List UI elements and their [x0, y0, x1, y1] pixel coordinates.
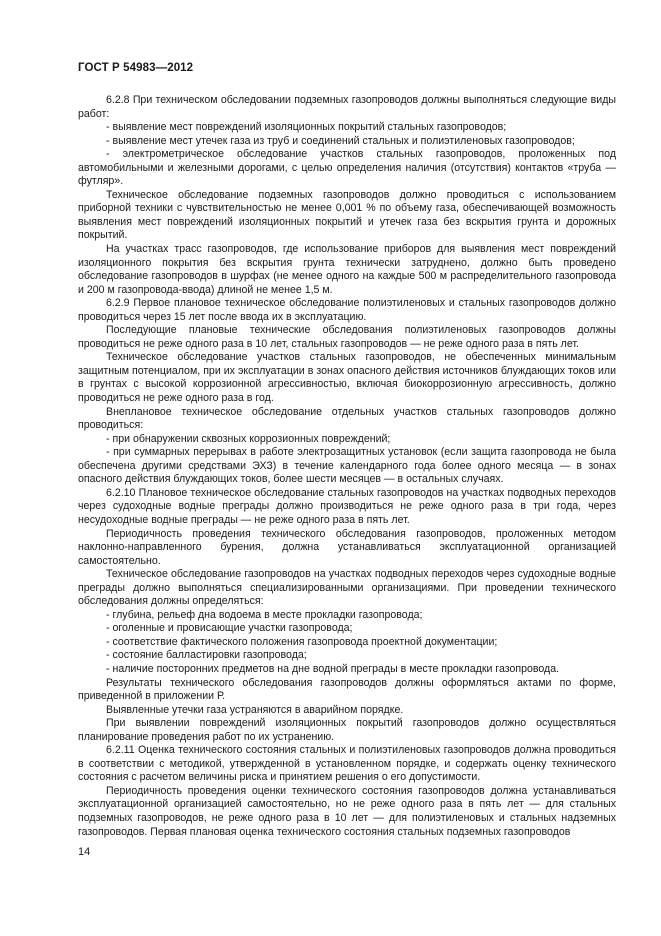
list-item: - глубина, рельеф дна водоема в месте прокладки газопровода; — [106, 608, 423, 621]
paragraph: Периодичность проведения оценки технического состояния газопроводов должна устанавливаться эксплуатационной организацией самостоятельно, но не реже одного раза в пять лет — для стальных подземных газопроводов, не реже одного раза в 10 лет — для полиэтиленовых и стальных надземных газопроводов. Первая плановая оценка технического состояния стальных подземных газопроводов — [78, 784, 616, 838]
paragraph: 6.2.10 Плановое техническое обследование стальных газопроводов на участках подводных переходов через судоходные водные преграды должно производиться не реже одного раза в три года, через несудоходные водные преграды — не реже одного раза в пять лет. — [78, 486, 616, 526]
list-item: - соответствие фактического положения газопровода проектной документации; — [106, 635, 498, 648]
list-item: - при обнаружении сквозных коррозионных повреждений; — [106, 432, 391, 445]
paragraph: Последующие плановые технические обследования полиэтиленовых газопроводов должны проводиться не реже одного раза в 10 лет, стальных газопроводов — не реже одного раза в пять лет. — [78, 324, 616, 350]
paragraph: 6.2.8 При техническом обследовании подземных газопроводов должны выполняться следующие виды работ: — [78, 94, 616, 120]
list-item: - электрометрическое обследование участков стальных газопроводов, проложенных под автомобильными и железными дорогами, с целью определения наличия (отсутствия) контактов «труба — футляр». — [78, 148, 616, 188]
paragraph: Результаты технического обследования газопроводов должны оформляться актами по форме, приведенной в приложении Р. — [78, 676, 616, 703]
paragraph: Внеплановое техническое обследование отдельных участков стальных газопроводов должно проводиться: — [78, 405, 616, 432]
list-item: - выявление мест повреждений изоляционных покрытий стальных газопроводов; — [106, 121, 507, 134]
list-item: - выявление мест утечек газа из труб и соединений стальных и полиэтиленовых газопроводов; — [106, 134, 575, 147]
paragraph: Периодичность проведения технического обследования газопроводов, проложенных методом наклонно-направленного бурения, должна устанавливаться эксплуатационной организацией самостоятельно. — [78, 527, 616, 567]
paragraph: Техническое обследование газопроводов на участках подводных переходов через судоходные водные преграды должно выполняться специализированными организациями. При проведении технического обследования должны определяться: — [78, 568, 616, 608]
paragraph: 6.2.11 Оценка технического состояния стальных и полиэтиленовых газопроводов должна проводиться в соответствии с методикой, утвержденной в установленном порядке, и содержать оценку технического состояния с расчетом величины риска и принятием решения о его допустимости. — [78, 744, 616, 784]
page-number: 14 — [78, 846, 91, 858]
paragraph: При выявлении повреждений изоляционных покрытий газопроводов должно осуществляться планирование проведения работ по их устранению. — [78, 717, 616, 743]
list-item: - наличие посторонних предметов на дне водной преграды в месте прокладки газопровода. — [106, 662, 560, 675]
paragraph: Выявленные утечки газа устраняются в аварийном порядке. — [106, 703, 404, 716]
list-item: - при суммарных перерывах в работе электрозащитных установок (если защита газопровода не была обеспечена другими средствами ЭХЗ) в течение календарного года более одного месяца — в зонах опасного действия блуждающих токов, более шести месяцев — в остальных случаях. — [78, 446, 616, 486]
document-header: ГОСТ Р 54983—2012 — [78, 62, 194, 74]
list-item: - оголенные и провисающие участки газопровода; — [106, 622, 353, 635]
paragraph: Техническое обследование участков стальных газопроводов, не обеспеченных минимальным защитным потенциалом, при их эксплуатации в зонах опасного действия источников блуждающих токов или в грунтах с высокой коррозионной агрессивностью, включая биокоррозионную агрессивность, должно проводиться не реже одного раза в год. — [78, 351, 616, 405]
paragraph: На участках трасс газопроводов, где использование приборов для выявления мест повреждений изоляционного покрытия без вскрытия грунта технически затруднено, должно быть проведено обследование газопроводов в шурфах (не менее одного на каждые 500 м распределительного газопровода и 200 м газопровода-ввода) длиной не менее 1,5 м. — [78, 243, 616, 296]
list-item: - состояние балластировки газопровода; — [106, 649, 307, 662]
paragraph: 6.2.9 Первое плановое техническое обследование полиэтиленовых и стальных газопроводов должно проводиться через 15 лет после ввода их в эксплуатацию. — [78, 297, 616, 323]
document-body — [78, 94, 616, 839]
paragraph: Техническое обследование подземных газопроводов должно проводиться с использованием приборной техники с чувствительностью не менее 0,001 % по объему газа, обеспечивающей возможность выявления мест повреждений изоляционных покрытий и утечек газа без вскрытия грунта и дорожных покрытий. — [78, 188, 616, 242]
